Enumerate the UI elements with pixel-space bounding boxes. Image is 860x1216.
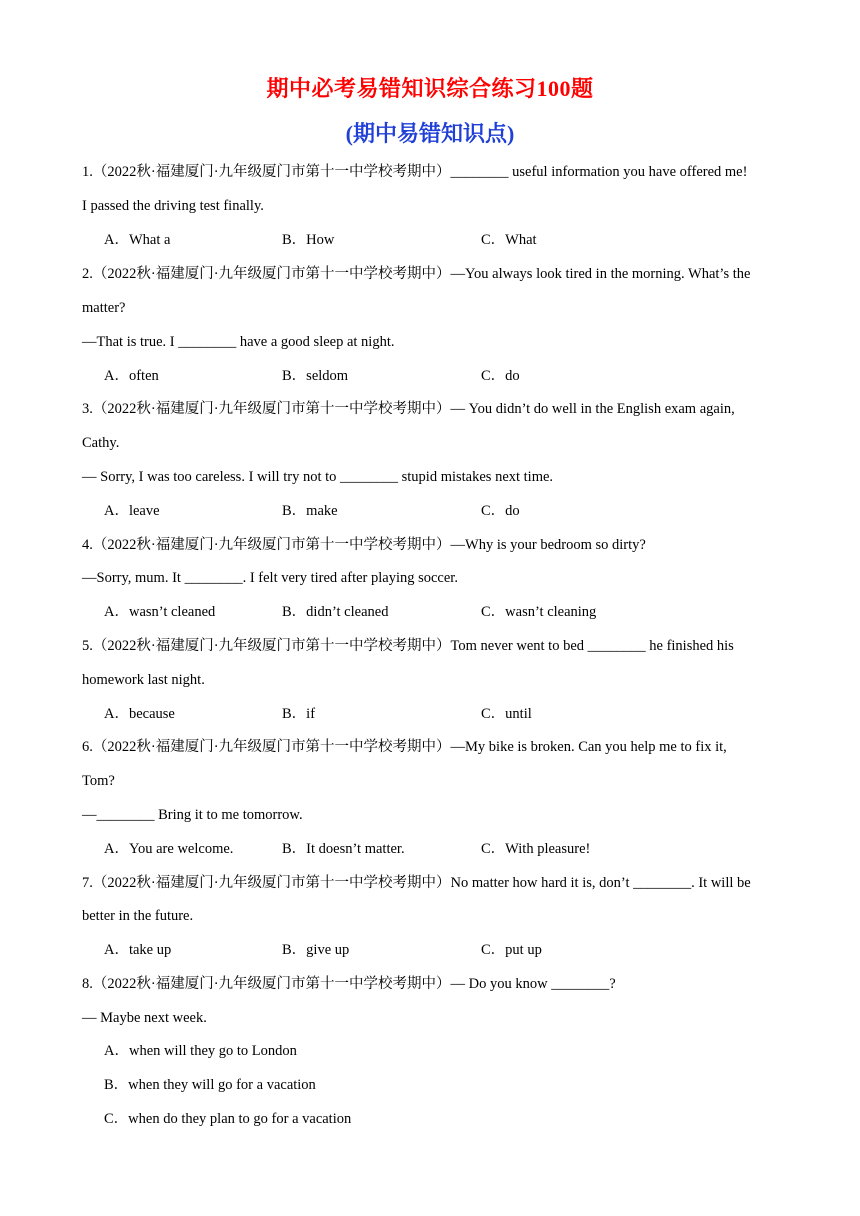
question-7-stem-cont: better in the future. — [82, 908, 194, 924]
option-b[interactable]: B．if — [282, 706, 316, 722]
question-1-stem-cont: I passed the driving test finally. — [82, 198, 264, 214]
question-8-option-a[interactable]: A．when will they go to London — [104, 1043, 297, 1059]
option-b[interactable]: B．didn’t cleaned — [282, 604, 389, 620]
question-1-stem: 1.（2022秋·福建厦门·九年级厦门市第十一中学校考期中）________ useful information you have offered me! — [82, 164, 748, 180]
option-c[interactable]: C．put up — [481, 942, 542, 958]
question-4-dialogue: —Sorry, mum. It ________. I felt very tired after playing soccer. — [82, 570, 458, 586]
question-5-stem: 5.（2022秋·福建厦门·九年级厦门市第十一中学校考期中）Tom never went to bed ________ he finished his — [82, 638, 734, 654]
option-b[interactable]: B．give up — [282, 942, 350, 958]
question-6-stem-cont: Tom? — [82, 773, 115, 789]
question-2-stem: 2.（2022秋·福建厦门·九年级厦门市第十一中学校考期中）—You always look tired in the morning. What’s the — [82, 266, 751, 282]
option-b[interactable]: B．make — [282, 503, 338, 519]
option-b[interactable]: B．seldom — [282, 368, 349, 384]
question-8-stem: 8.（2022秋·福建厦门·九年级厦门市第十一中学校考期中）— Do you know ________? — [82, 976, 616, 992]
option-b[interactable]: B．How — [282, 232, 335, 248]
question-2-dialogue: —That is true. I ________ have a good sleep at night. — [82, 334, 395, 350]
option-a[interactable]: A．What a — [104, 232, 171, 248]
question-3-stem-cont: Cathy. — [82, 435, 120, 451]
question-8-dialogue: — Maybe next week. — [82, 1010, 207, 1026]
option-a[interactable]: A．wasn’t cleaned — [104, 604, 216, 620]
option-a[interactable]: A．because — [104, 706, 175, 722]
option-a[interactable]: A．You are welcome. — [104, 841, 234, 857]
question-6-dialogue: —________ Bring it to me tomorrow. — [82, 807, 303, 823]
question-2-stem-cont: matter? — [82, 300, 126, 316]
option-c[interactable]: C．until — [481, 706, 532, 722]
option-c[interactable]: C．What — [481, 232, 537, 248]
question-6-stem: 6.（2022秋·福建厦门·九年级厦门市第十一中学校考期中）—My bike is broken. Can you help me to fix it, — [82, 739, 727, 755]
option-a[interactable]: A．often — [104, 368, 159, 384]
option-a[interactable]: A．take up — [104, 942, 172, 958]
document-title: 期中必考易错知识综合练习100题 — [266, 76, 594, 101]
question-3-dialogue: — Sorry, I was too careless. I will try not to ________ stupid mistakes next time. — [82, 469, 554, 485]
option-c[interactable]: C．do — [481, 368, 520, 384]
option-c[interactable]: C．With pleasure! — [481, 841, 591, 857]
document-subtitle: (期中易错知识点) — [345, 121, 515, 146]
question-5-stem-cont: homework last night. — [82, 672, 205, 688]
option-a[interactable]: A．leave — [104, 503, 160, 519]
question-3-stem: 3.（2022秋·福建厦门·九年级厦门市第十一中学校考期中）— You didn’t do well in the English exam again, — [82, 401, 735, 417]
question-7-stem: 7.（2022秋·福建厦门·九年级厦门市第十一中学校考期中）No matter how hard it is, don’t ________. It will be — [82, 875, 751, 891]
question-8-option-c[interactable]: C．when do they plan to go for a vacation — [104, 1111, 352, 1127]
option-c[interactable]: C．do — [481, 503, 520, 519]
question-4-stem: 4.（2022秋·福建厦门·九年级厦门市第十一中学校考期中）—Why is your bedroom so dirty? — [82, 537, 646, 553]
option-c[interactable]: C．wasn’t cleaning — [481, 604, 597, 620]
question-8-option-b[interactable]: B．when they will go for a vacation — [104, 1077, 316, 1093]
option-b[interactable]: B．It doesn’t matter. — [282, 841, 405, 857]
